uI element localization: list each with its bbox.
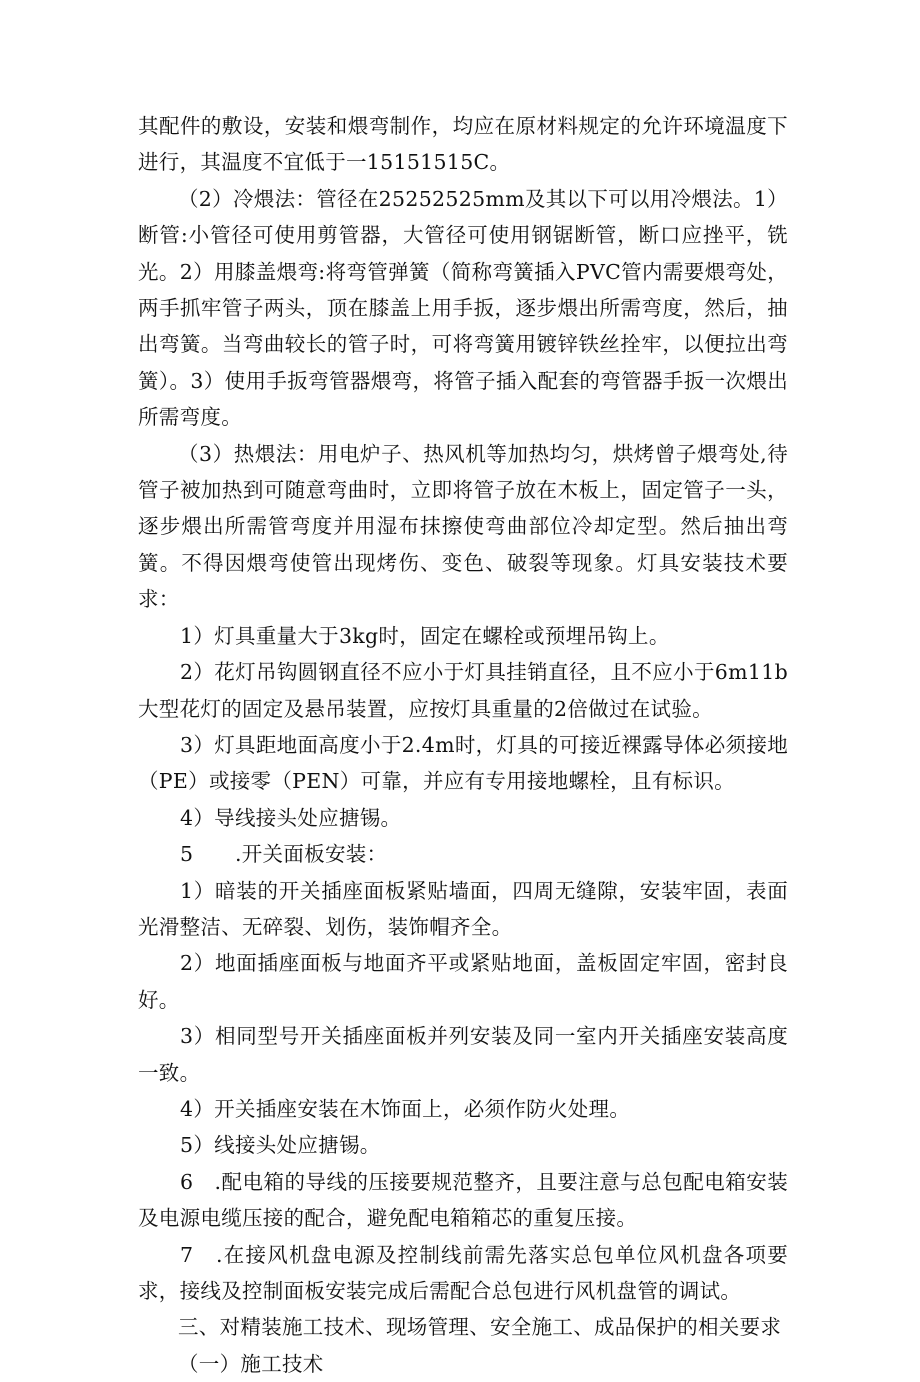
- list-item-wire-tinning: 5）线接头处应搪锡。: [180, 1133, 381, 1158]
- list-item-lamp-weight: 1）灯具重量大于3kg时，固定在螺栓或预埋吊钩上。: [180, 623, 670, 648]
- paragraph-continuation: 其配件的敷设，安装和煨弯制作，均应在原材料规定的允许环境温度下进行，其温度不宜低于一15151515C。: [138, 114, 788, 175]
- document-body: [138, 108, 788, 1382]
- paragraph-fan-coil: 7 .在接风机盘电源及控制线前需先落实总包单位风机盘各项要求，接线及控制面板安装完成后需配合总包进行风机盘管的调试。: [138, 1242, 788, 1303]
- list-item-chandelier-hook: 2）花灯吊钩圆钢直径不应小于灯具挂销直径，且不应小于6m11b大型花灯的固定及悬吊装置，应按灯具重量的2倍做过在试验。: [138, 660, 788, 721]
- paragraph-distribution-box: 6 .配电箱的导线的压接要规范整齐，且要注意与总包配电箱安装及电源电缆压接的配合，避免配电箱箱芯的重复压接。: [138, 1169, 788, 1231]
- list-item-wire-joint: 4）导线接头处应搪锡。: [180, 805, 402, 830]
- list-item-floor-socket: 2）地面插座面板与地面齐平或紧贴地面，盖板固定牢固，密封良好。: [138, 951, 788, 1012]
- section-heading-requirements: 三、对精装施工技术、现场管理、安全施工、成品保护的相关要求: [178, 1315, 782, 1340]
- list-item-concealed-socket: 1）暗装的开关插座面板紧贴墙面，四周无缝隙，安装牢固，表面光滑整洁、无碎裂、划伤，装饰帽齐全。: [138, 878, 788, 939]
- list-item-lamp-grounding: 3）灯具距地面高度小于2.4m时，灯具的可接近裸露导体必须接地（PE）或接零（PEN）可靠，并应有专用接地螺栓，且有标识。: [138, 732, 788, 794]
- subsection-heading-technique: （一）施工技术: [178, 1351, 324, 1376]
- paragraph-hot-bending: （3）热煨法：用电炉子、热风机等加热均匀，烘烤曾子煨弯处,待管子被加热到可随意弯曲时，立即将管子放在木板上，固定管子一头，逐步煨出所需管弯度并用湿布抹擦使弯曲部位冷却定型。然后抽出弯簧。不得因煨弯使管出现烤伤、变色、破裂等现象。灯具安装技术要求：: [138, 441, 788, 612]
- list-item-same-height: 3）相同型号开关插座面板并列安装及同一室内开关插座安装高度一致。: [138, 1024, 788, 1085]
- section-heading-switch-panel: 5 .开关面板安装：: [180, 842, 388, 867]
- list-item-fireproof: 4）开关插座安装在木饰面上，必须作防火处理。: [180, 1096, 631, 1121]
- paragraph-cold-bending: （2）冷煨法：管径在25252525mm及其以下可以用冷煨法。1）断管:小管径可使用剪管器，大管径可使用钢锯断管，断口应挫平，铣光。2）用膝盖煨弯:将弯管弹簧（简称弯簧插入PVC管内需要煨弯处，两手抓牢管子两头，顶在膝盖上用手扳，逐步煨出所需弯度，然后，抽出弯簧。当弯曲较长的管子时，可将弯簧用镀锌铁丝拴牢，以便拉出弯簧）。3）使用手扳弯管器煨弯，将管子插入配套的弯管器手扳一次煨出所需弯度。: [138, 186, 788, 430]
